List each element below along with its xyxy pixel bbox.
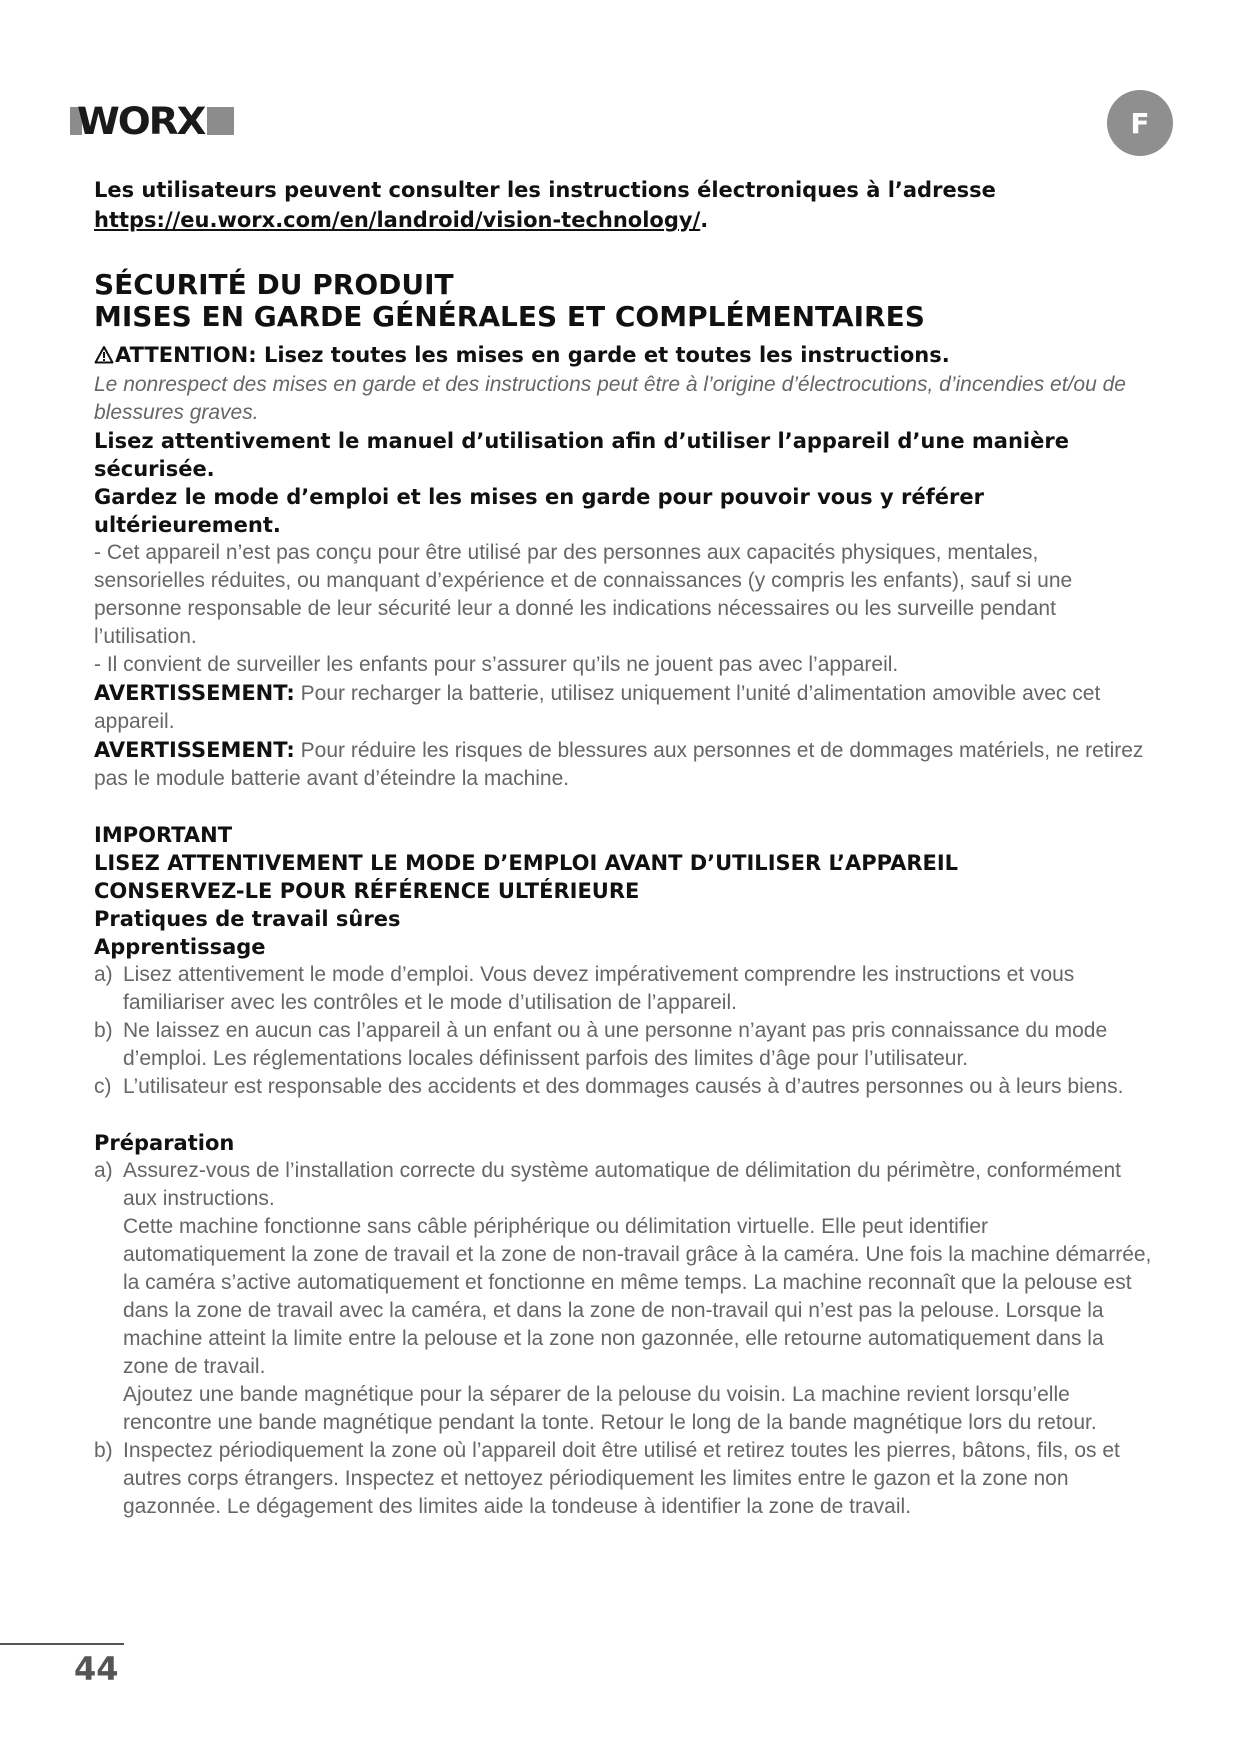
warning-battery (94, 736, 1154, 793)
warning-recharge (94, 679, 1154, 736)
intro-text (94, 175, 1154, 235)
section-title-line2: MISES EN GARDE GÉNÉRALES ET COMPLÉMENTAIRES (94, 300, 925, 333)
spacer (94, 793, 1154, 821)
capacity-paragraph: - Cet appareil n’est pas conçu pour être utilisé par des personnes aux capacités physiques, mentales, sensorielles réduites, ou manquant d’expérience et de connaissances (y compris les enfants), sauf si une personne responsable de leur sécurité leur a donné les indications nécessaires ou les surveille pendant l’utilisation. (94, 541, 1073, 648)
list-marker: b) (94, 1439, 113, 1462)
list-item (94, 1017, 1154, 1073)
section-title (94, 269, 1154, 333)
warning-label: AVERTISSEMENT: (94, 738, 295, 762)
spacer (94, 1101, 1154, 1129)
warning-text: Pour recharger la batterie, utilisez uniquement l’unité d’alimentation amovible avec cet appareil. (94, 682, 1101, 733)
language-badge: F (1107, 90, 1173, 156)
list-item-text: L’utilisateur est responsable des accidents et des dommages causés à d’autres personnes ou à leurs biens. (123, 1075, 1124, 1098)
important-heading: IMPORTANT (94, 823, 233, 847)
list-item-text: Ajoutez une bande magnétique pour la séparer de la pelouse du voisin. La machine revient lorsqu’elle rencontre une bande magnétique pendant la tonte. Retour le long de la bande magnétique lors du retour. (123, 1383, 1097, 1434)
keep-manual-notice: Gardez le mode d’emploi et les mises en garde pour pouvoir vous y référer ultérieurement. (94, 485, 984, 537)
attention-italic-text: Le nonrespect des mises en garde et des instructions peut être à l’origine d’électrocutions, d’incendies et/ou de blessures graves. (94, 373, 1126, 424)
preparation-list (94, 1157, 1154, 1521)
logo-bar-right (207, 107, 234, 135)
list-item-text: Ne laissez en aucun cas l’appareil à un enfant ou à une personne n’ayant pas pris connaissance du mode d’emploi. Les réglementations locales définissent parfois des limites d’âge pour l’utilisateur. (123, 1019, 1108, 1070)
list-marker: b) (94, 1019, 113, 1042)
intro-line: Les utilisateurs peuvent consulter les instructions électroniques à l’adresse (94, 178, 996, 202)
children-paragraph: - Il convient de surveiller les enfants pour s’assurer qu’ils ne jouent pas avec l’appareil. (94, 653, 899, 676)
worx-logo (70, 100, 234, 143)
list-marker: c) (94, 1075, 112, 1098)
logo-text: WORX (77, 100, 205, 143)
read-manual-notice: Lisez attentivement le manuel d’utilisation afin d’utiliser l’appareil d’une manière sécurisée. (94, 429, 1069, 481)
list-item-text: Cette machine fonctionne sans câble périphérique ou délimitation virtuelle. Elle peut identifier automatiquement la zone de travail et la zone de non-travail grâce à la caméra. Une fois la machine démarrée, la caméra s’active automatiquement et fonctionne en même temps. La machine reconnaît que la pelouse est dans la zone de travail avec la caméra, et dans la zone de non-travail qui n’est pas la pelouse. Lorsque la machine atteint la limite entre la pelouse et la zone non gazonnée, elle retourne automatiquement dans la zone de travail. (123, 1215, 1152, 1378)
footer-rule (0, 1643, 124, 1645)
instructions-link[interactable]: https://eu.worx.com/en/landroid/vision-technology/ (94, 208, 701, 232)
list-item-text: Inspectez périodiquement la zone où l’appareil doit être utilisé et retirez toutes les pierres, bâtons, fils, os et autres corps étrangers. Inspectez et nettoyez périodiquement les limites entre le gazon et la zone non gazonnée. Le dégagement des limites aide la tondeuse à identifier la zone de travail. (123, 1439, 1120, 1518)
list-item (94, 1437, 1154, 1521)
attention-label: ATTENTION: Lisez toutes les mises en garde et toutes les instructions. (115, 343, 950, 367)
list-item (94, 961, 1154, 1017)
read-manual-heading: LISEZ ATTENTIVEMENT LE MODE D’EMPLOI AVANT D’UTILISER L’APPAREIL (94, 851, 959, 875)
list-item (94, 1073, 1154, 1101)
training-heading: Apprentissage (94, 935, 266, 959)
list-item-text: Lisez attentivement le mode d’emploi. Vous devez impérativement comprendre les instructions et vous familiariser avec les contrôles et le mode d’utilisation de l’appareil. (123, 963, 1075, 1014)
training-list (94, 961, 1154, 1101)
intro-url-suffix: . (700, 208, 709, 232)
warning-label: AVERTISSEMENT: (94, 681, 295, 705)
preparation-heading: Préparation (94, 1131, 235, 1155)
warning-text: Pour réduire les risques de blessures aux personnes et de dommages matériels, ne retirez pas le module batterie avant d’éteindre la machine. (94, 739, 1144, 790)
keep-manual-heading: CONSERVEZ-LE POUR RÉFÉRENCE ULTÉRIEURE (94, 879, 640, 903)
warning-triangle-icon (94, 343, 114, 371)
page-content (94, 175, 1154, 1521)
safe-practices-heading: Pratiques de travail sûres (94, 907, 401, 931)
section-title-line1: SÉCURITÉ DU PRODUIT (94, 268, 454, 301)
list-item-text: Assurez-vous de l’installation correcte du système automatique de délimitation du périmètre, conformément aux instructions. (123, 1159, 1121, 1210)
list-marker: a) (94, 963, 113, 986)
page-number: 44 (74, 1650, 119, 1688)
list-item (94, 1157, 1154, 1437)
attention-heading (94, 341, 1154, 371)
list-marker: a) (94, 1159, 113, 1182)
